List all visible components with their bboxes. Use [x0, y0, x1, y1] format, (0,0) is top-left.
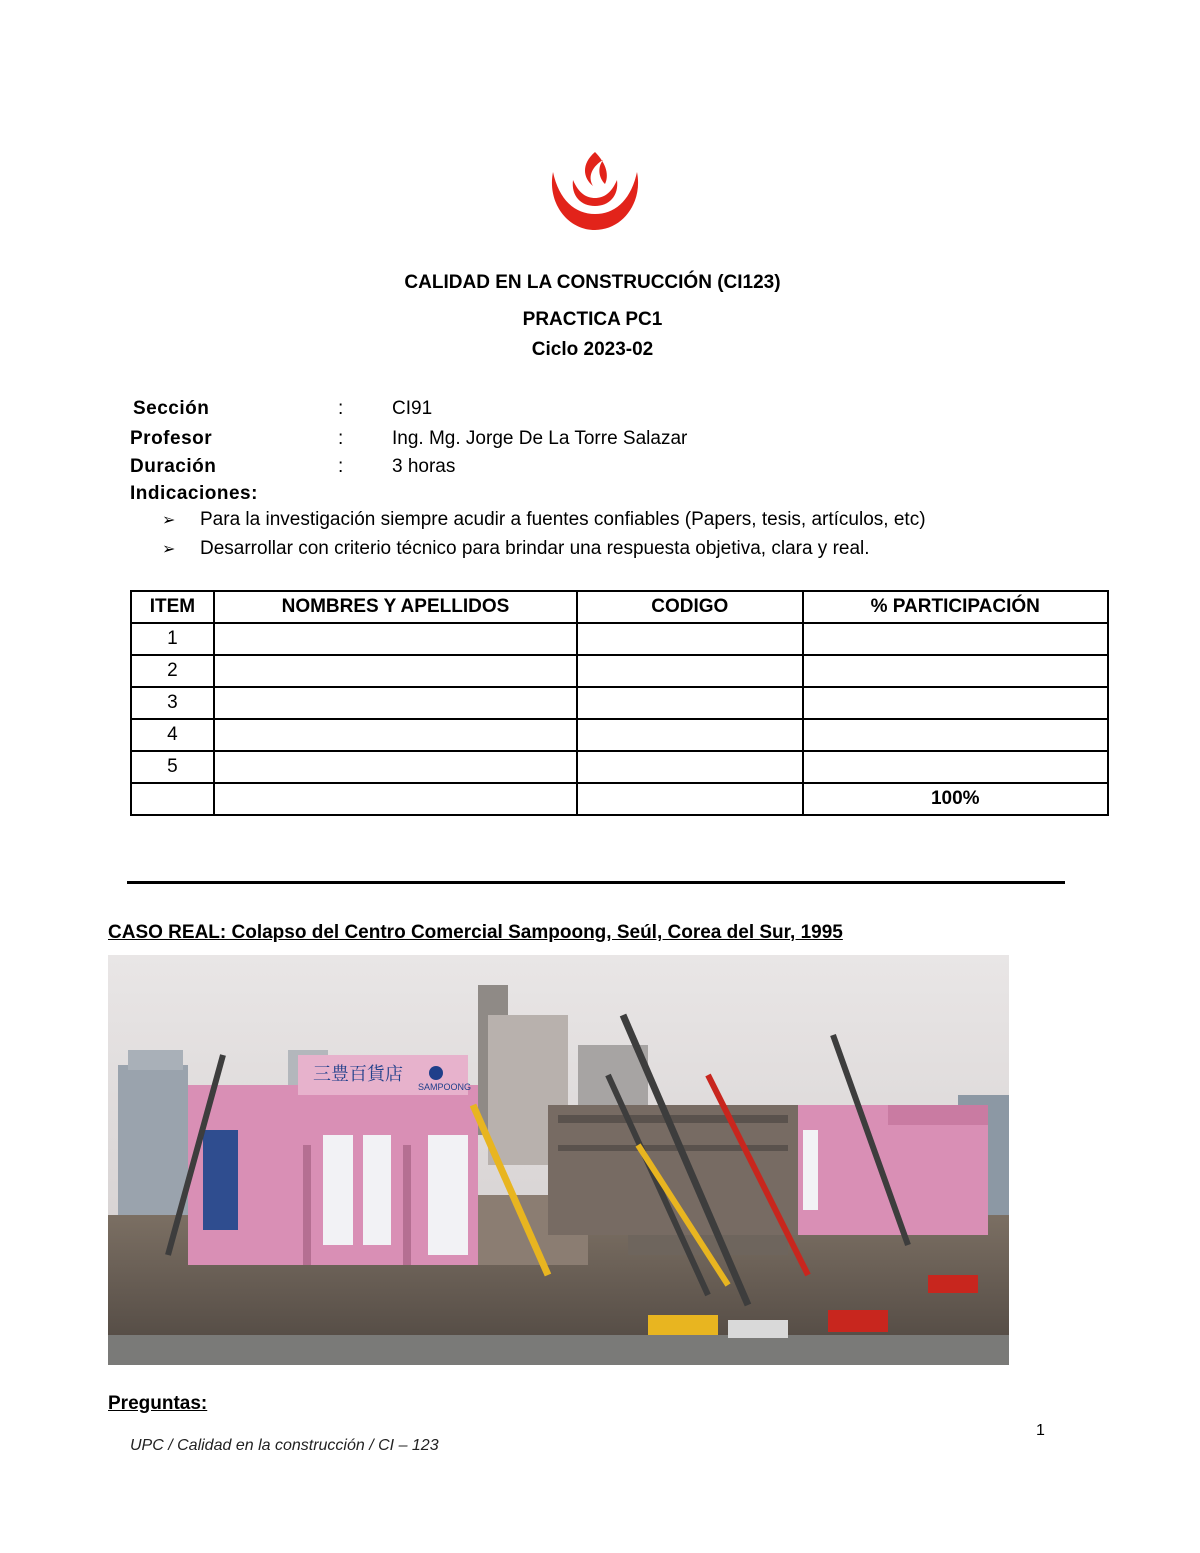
- name-cell[interactable]: [214, 751, 577, 783]
- practice-title: PRACTICA PC1: [522, 309, 663, 330]
- participation-cell[interactable]: [803, 623, 1108, 655]
- table-row: [131, 719, 1108, 751]
- collapse-photo: [108, 955, 1009, 1365]
- cycle-title: Ciclo 2023-02: [531, 339, 654, 360]
- table-header-row: [131, 591, 1108, 623]
- arrow-bullet-icon: ➢: [162, 512, 176, 529]
- name-cell[interactable]: [214, 719, 577, 751]
- course-title: CALIDAD EN LA CONSTRUCCIÓN (CI123): [404, 272, 781, 293]
- info-label: Sección: [133, 398, 210, 419]
- row-number: 5: [131, 751, 214, 783]
- upc-logo-icon: [545, 150, 645, 235]
- photo-brand-text: SAMPOONG: [418, 1082, 472, 1092]
- row-number: 4: [131, 719, 214, 751]
- row-number: 2: [131, 655, 214, 687]
- page-footer: UPC / Calidad en la construcción / CI – 123: [130, 1437, 439, 1454]
- participation-cell[interactable]: [803, 719, 1108, 751]
- header-item: ITEM: [131, 591, 214, 623]
- info-value-duracion: 3 horas: [392, 456, 456, 477]
- arrow-bullet-icon: ➢: [162, 541, 176, 558]
- table-row: [131, 687, 1108, 719]
- total-percentage: 100%: [803, 783, 1108, 815]
- participants-table: [130, 590, 1109, 816]
- name-cell[interactable]: [214, 687, 577, 719]
- page-number: 1: [1036, 1422, 1045, 1439]
- row-number: 1: [131, 623, 214, 655]
- header-names: NOMBRES Y APELLIDOS: [214, 591, 577, 623]
- case-title: CASO REAL: Colapso del Centro Comercial Sampoong, Seúl, Corea del Sur, 1995: [108, 922, 843, 943]
- header-participation: % PARTICIPACIÓN: [803, 591, 1108, 623]
- bullet-item: ➢ Desarrollar con criterio técnico para brindar una respuesta objetiva, clara y real.: [162, 538, 870, 559]
- participation-cell[interactable]: [803, 655, 1108, 687]
- info-label: Duración: [130, 456, 217, 477]
- section-divider: [127, 881, 1065, 884]
- name-cell[interactable]: [214, 623, 577, 655]
- name-cell[interactable]: [214, 655, 577, 687]
- empty-cell: [214, 783, 577, 815]
- empty-cell: [577, 783, 803, 815]
- info-colon: :: [338, 456, 344, 477]
- table-total-row: [131, 783, 1108, 815]
- row-number: 3: [131, 687, 214, 719]
- header-code: CODIGO: [577, 591, 803, 623]
- photo-sign-text: 三豊百貨店: [313, 1064, 403, 1085]
- code-cell[interactable]: [577, 623, 803, 655]
- empty-cell: [131, 783, 214, 815]
- bullet-item: ➢ Para la investigación siempre acudir a fuentes confiables (Papers, tesis, artículos, etc): [162, 509, 926, 530]
- info-value-seccion: CI91: [392, 398, 433, 419]
- questions-label: Preguntas:: [108, 1393, 208, 1414]
- info-value-profesor: Ing. Mg. Jorge De La Torre Salazar: [392, 428, 688, 449]
- code-cell[interactable]: [577, 719, 803, 751]
- code-cell[interactable]: [577, 751, 803, 783]
- table-row: [131, 655, 1108, 687]
- info-colon: :: [338, 398, 344, 419]
- participation-cell[interactable]: [803, 751, 1108, 783]
- info-label: Profesor: [130, 428, 213, 449]
- code-cell[interactable]: [577, 655, 803, 687]
- info-colon: :: [338, 428, 344, 449]
- table-row: [131, 623, 1108, 655]
- participation-cell[interactable]: [803, 687, 1108, 719]
- code-cell[interactable]: [577, 687, 803, 719]
- table-row: [131, 751, 1108, 783]
